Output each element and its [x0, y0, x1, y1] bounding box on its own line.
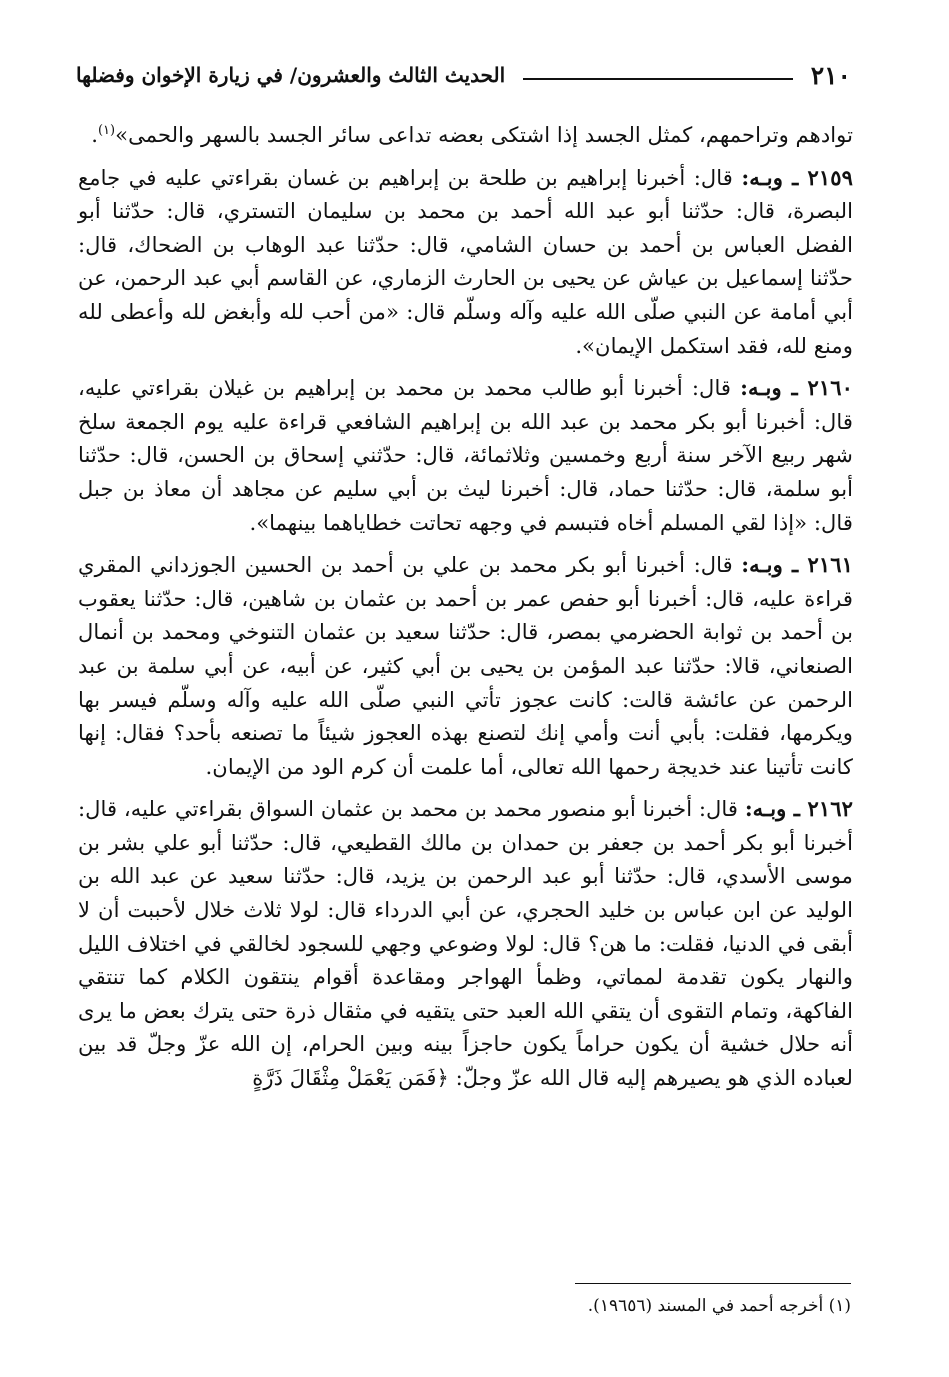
hadith-number: ٢١٦٢ ـ وبـه:	[744, 796, 853, 822]
running-title: الحديث الثالث والعشرون/ في زيارة الإخوان وفضلها	[76, 63, 506, 87]
paragraph-continued	[78, 118, 853, 152]
paragraph-text: توادهم وتراحمهم، كمثل الجسد إذا اشتكى بعضه تداعى سائر الجسد بالسهر والحمى»	[115, 122, 853, 147]
hadith-text: قال: أخبرنا أبو طالب محمد بن محمد بن إبراهيم بن غيلان بقراءتي عليه، قال: أخبرنا أبو بكر محمد بن عبد الله بن إبراهيم الشافعي قراءة عليه يوم الجمعة سلخ شهر ربيع الآخر سنة أربع وخمسين وثلاثمائة، قال: حدّثني إسحاق بن الحسن، قال: حدّثنا أبو سلمة، قال: حدّثنا حماد، قال: أخبرنا ليث بن أبي سليم عن مجاهد أن معاذ بن جبل قال: «إذا لقي المسلم أخاه فتبسم في وجهه تحاتت خطاياهما بينهما».	[78, 375, 853, 535]
hadith-text: قال: أخبرنا أبو بكر محمد بن علي بن أحمد بن الحسين الجوزداني المقري قراءة عليه، قال: أخبرنا أبو حفص عمر بن أحمد بن عثمان بن شاهين، قال: حدّثنا يعقوب بن أحمد بن ثوابة الحضرمي بمصر، قال: حدّثنا سعيد بن عثمان التنوخي ومحمد بن أنمال الصنعاني، قالا: حدّثنا عبد المؤمن بن يحيى بن أبي كثير، عن أبيه، عن أبي سلمة بن عبد الرحمن عن عائشة قالت: كانت عجوز تأتي النبي صلّى الله عليه وآله وسلّم فيسر بها ويكرمها، فقلت: بأبي أنت وأمي إنك لتصنع بهذه العجوز شيئاً ما تصنعه بأحد؟ فقال: إنها كانت تأتينا عند خديجة رحمها الله تعالى، أما علمت أن كرم الود من الإيمان.	[78, 552, 853, 779]
footnote-ref: (١)	[97, 122, 116, 138]
hadith-2161	[78, 548, 853, 783]
header-rule	[523, 78, 793, 80]
paragraph-tail: .	[91, 122, 98, 147]
hadith-2159	[78, 161, 853, 363]
body-text	[78, 118, 853, 1104]
page-header	[76, 58, 851, 92]
hadith-text: قال: أخبرنا أبو منصور محمد بن محمد بن عثمان السواق بقراءتي عليه، قال: أخبرنا أبو بكر أحمد بن جعفر بن حمدان بن مالك القطيعي، قال: حدّثنا أبو علي بشر بن موسى الأسدي، قال: حدّثنا أبو عبد الرحمن بن يزيد، قال: حدّثنا سعيد عن عبد الله بن الوليد عن ابن عباس بن خليد الحجري، عن أبي الدرداء قال: لولا ثلاث خلال لأحببت أن لا أبقى في الدنيا، فقلت: ما هن؟ قال: لولا وضوعي وجهي للسجود لخالقي في اختلاف الليل والنهار يكون تقدمة لمماتي، وظمأ الهواجر ومقاعدة أقوام ينتقون الكلام كما تنتقي الفاكهة، وتمام التقوى أن يتقي الله العبد حتى يتقيه في مثقال ذرة حتى يترك بعض ما يرى أنه حلال خشية أن يكون حراماً يكون حاجزاً بينه وبين الحرام، إن الله عزّ وجلّ قد بين لعباده الذي هو يصيرهم إليه قال الله عزّ وجلّ: ﴿فَمَن يَعْمَلْ مِثْقَالَ ذَرَّةٍ	[78, 796, 853, 1091]
hadith-number: ٢١٦١ ـ وبـه:	[741, 552, 853, 578]
hadith-2160	[78, 371, 853, 539]
footnote-rule	[575, 1283, 851, 1284]
hadith-number: ٢١٥٩ ـ وبـه:	[741, 164, 853, 190]
hadith-2162	[78, 792, 853, 1094]
hadith-number: ٢١٦٠ ـ وبـه:	[740, 375, 853, 401]
footnote: (١) أخرجه أحمد في المسند (١٩٦٥٦).	[587, 1296, 851, 1316]
hadith-text: قال: أخبرنا إبراهيم بن طلحة بن إبراهيم بن غسان بقراءتي عليه في جامع البصرة، قال: حدّثنا أبو عبد الله أحمد بن محمد بن سليمان التستري، قال: حدّثنا أبو الفضل العباس بن أحمد بن حسان الشامي، قال: حدّثنا عبد الوهاب بن الضحاك، قال: حدّثنا إسماعيل بن عياش عن يحيى بن الحارث الزماري، عن القاسم أبي عبد الرحمن، عن أبي أمامة عن النبي صلّى الله عليه وآله وسلّم قال: «من أحب لله وأبغض لله وأعطى لله ومنع لله، فقد استكمل الإيمان».	[78, 164, 853, 358]
page-number: ٢١٠	[810, 60, 851, 90]
